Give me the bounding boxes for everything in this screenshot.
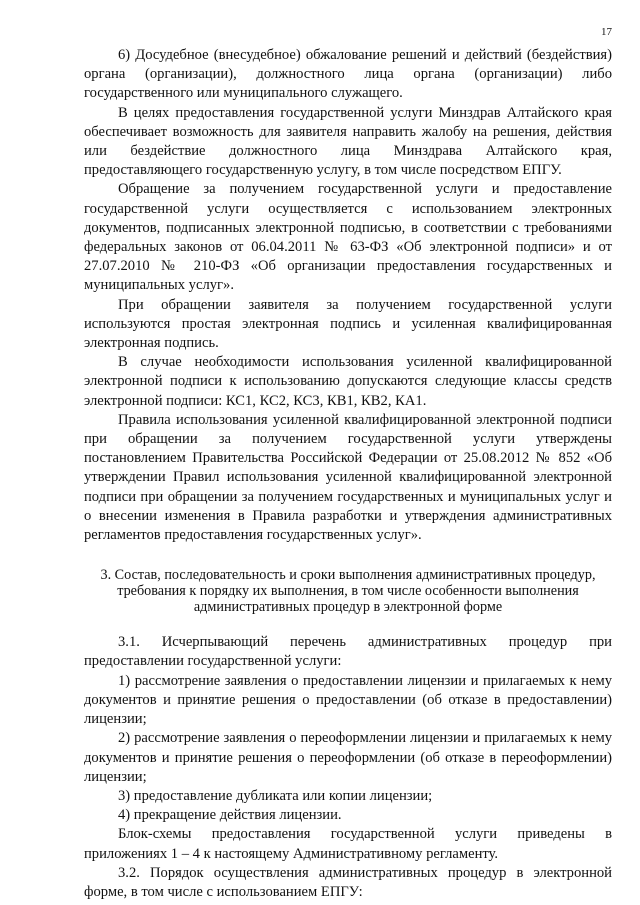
paragraph: 3.2. Порядок осуществления административных процедур в электронной форме, в том числе с использованием ЕПГУ: bbox=[84, 864, 612, 900]
section-heading-line: требования к порядку их выполнения, в том числе особенности выполнения bbox=[117, 583, 579, 600]
page-number: 17 bbox=[601, 26, 612, 38]
paragraph: В целях предоставления государственной услуги Минздрав Алтайского края обеспечивает возможность для заявителя направить жалобу на решения, действия или бездействие должностного лица Минздрава Алтайского края, предоставляющего государственную услугу, в том числе посредством ЕПГУ. bbox=[84, 104, 612, 179]
document-body bbox=[84, 46, 612, 902]
list-item: 4) прекращение действия лицензии. bbox=[118, 807, 342, 824]
paragraph: 6) Досудебное (внесудебное) обжалование решений и действий (бездействия) органа (организации), должностного лица органа (организации) либо государственного или муниципального служащего. bbox=[84, 47, 612, 102]
paragraph: Блок-схемы предоставления государственной услуги приведены в приложениях 1 – 4 к настоящему Административному регламенту. bbox=[84, 826, 612, 862]
list-item: 2) рассмотрение заявления о переоформлении лицензии и прилагаемых к нему документов и принятие решения о переоформлении (об отказе в переоформлении) лицензии; bbox=[84, 730, 612, 785]
paragraph: В случае необходимости использования усиленной квалифицированной электронной подписи к использованию допускаются следующие классы средств электронной подписи: КС1, КС2, КС3, КВ1, КВ2, КА1. bbox=[84, 354, 612, 409]
section-heading-line: 3. Состав, последовательность и сроки выполнения административных процедур, bbox=[100, 567, 596, 584]
section-heading bbox=[84, 567, 612, 615]
paragraph: При обращении заявителя за получением государственной услуги используются простая электронная подпись и усиленная квалифицированная электронная подпись. bbox=[84, 296, 612, 352]
paragraph: Обращение за получением государственной услуги и предоставление государственной услуги осуществляется с использованием электронных документов, подписанных электронной подписью, в соответствии с требованиями федеральных законов от 06.04.2011 № 63-ФЗ «Об электронной подписи» и от 27.07.2010 № 210-ФЗ «Об организации предоставления государственных и муниципальных услуг». bbox=[84, 181, 612, 294]
paragraph: Правила использования усиленной квалифицированной электронной подписи при обращении за получением государственной услуги утверждены постановлением Правительства Российской Федерации от 25.08.2012 № 852 «Об утверждении Правил использования усиленной квалифицированной электронной подписи при обращении за получением государственных и муниципальных услуг и о внесении изменения в Правила разработки и утверждения административных регламентов предоставления государственных услуг». bbox=[84, 411, 612, 544]
section-heading-line: административных процедур в электронной форме bbox=[193, 599, 503, 616]
paragraph: 3.1. Исчерпывающий перечень административных процедур при предоставлении государственной услуги: bbox=[84, 634, 612, 670]
list-item: 1) рассмотрение заявления о предоставлении лицензии и прилагаемых к нему документов и принятие решения о предоставлении (об отказе в предоставлении) лицензии; bbox=[84, 672, 612, 728]
list-item: 3) предоставление дубликата или копии лицензии; bbox=[118, 787, 433, 804]
